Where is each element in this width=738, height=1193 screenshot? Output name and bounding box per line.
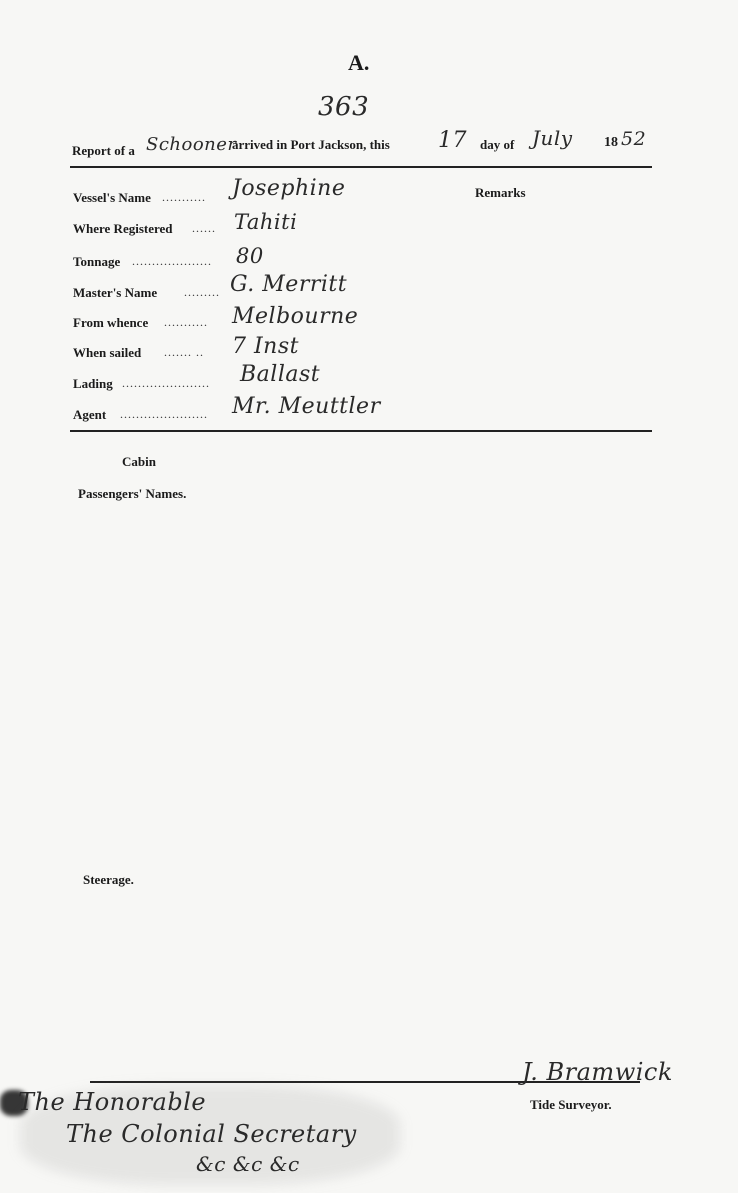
- field-value-tonnage: 80: [236, 244, 264, 268]
- field-value-masters-name: G. Merritt: [230, 272, 348, 297]
- day-of-text: day of: [480, 137, 515, 152]
- tide-surveyor-label: Tide Surveyor.: [530, 1097, 612, 1112]
- header-rule: [70, 166, 652, 168]
- vessel-type: Schooner: [146, 134, 237, 155]
- year-prefix: 18: [604, 135, 618, 150]
- field-value-lading: Ballast: [240, 362, 321, 387]
- arrival-day: 17: [438, 128, 467, 153]
- remarks-label: Remarks: [475, 185, 526, 200]
- fields-rule: [70, 430, 652, 432]
- field-label-vessel-name: Vessel's Name: [73, 190, 151, 205]
- address-line-3: &c &c &c: [196, 1152, 300, 1176]
- arrived-text: arrived in Port Jackson, this: [232, 137, 390, 152]
- field-label-tonnage: Tonnage: [73, 254, 121, 269]
- field-dots: .........: [184, 285, 220, 299]
- field-value-when-sailed: 7 Inst: [232, 334, 299, 359]
- field-value-agent: Mr. Meuttler: [232, 394, 381, 419]
- field-value-from-whence: Melbourne: [232, 304, 359, 329]
- field-dots: ....... ..: [164, 345, 204, 359]
- field-dots: ......: [192, 221, 216, 235]
- field-dots: ...........: [164, 315, 208, 329]
- arrival-month: July: [532, 126, 573, 150]
- address-line-1: The Honorable: [18, 1088, 207, 1116]
- field-label-from-whence: From whence: [73, 315, 149, 330]
- field-dots: ......................: [120, 407, 208, 421]
- field-dots: ...........: [162, 190, 206, 204]
- field-label-agent: Agent: [73, 407, 107, 422]
- address-line-2: The Colonial Secretary: [66, 1120, 357, 1148]
- field-value-vessel-name: Josephine: [232, 176, 346, 201]
- report-prefix: Report of a: [72, 143, 135, 158]
- field-label-lading: Lading: [73, 376, 113, 391]
- field-label-when-sailed: When sailed: [73, 345, 142, 360]
- field-dots: ......................: [122, 376, 210, 390]
- year-suffix: 52: [621, 128, 647, 150]
- surveyor-signature: J. Bramwick: [522, 1058, 673, 1086]
- field-value-where-registered: Tahiti: [234, 210, 298, 234]
- field-dots: ....................: [132, 254, 212, 268]
- cabin-label: Cabin: [122, 454, 156, 469]
- field-label-masters-name: Master's Name: [73, 285, 158, 300]
- report-number: 363: [318, 92, 370, 122]
- field-label-where-registered: Where Registered: [73, 221, 173, 236]
- passengers-names-label: Passengers' Names.: [78, 486, 187, 501]
- form-letter: A.: [348, 50, 370, 75]
- steerage-label: Steerage.: [83, 872, 134, 887]
